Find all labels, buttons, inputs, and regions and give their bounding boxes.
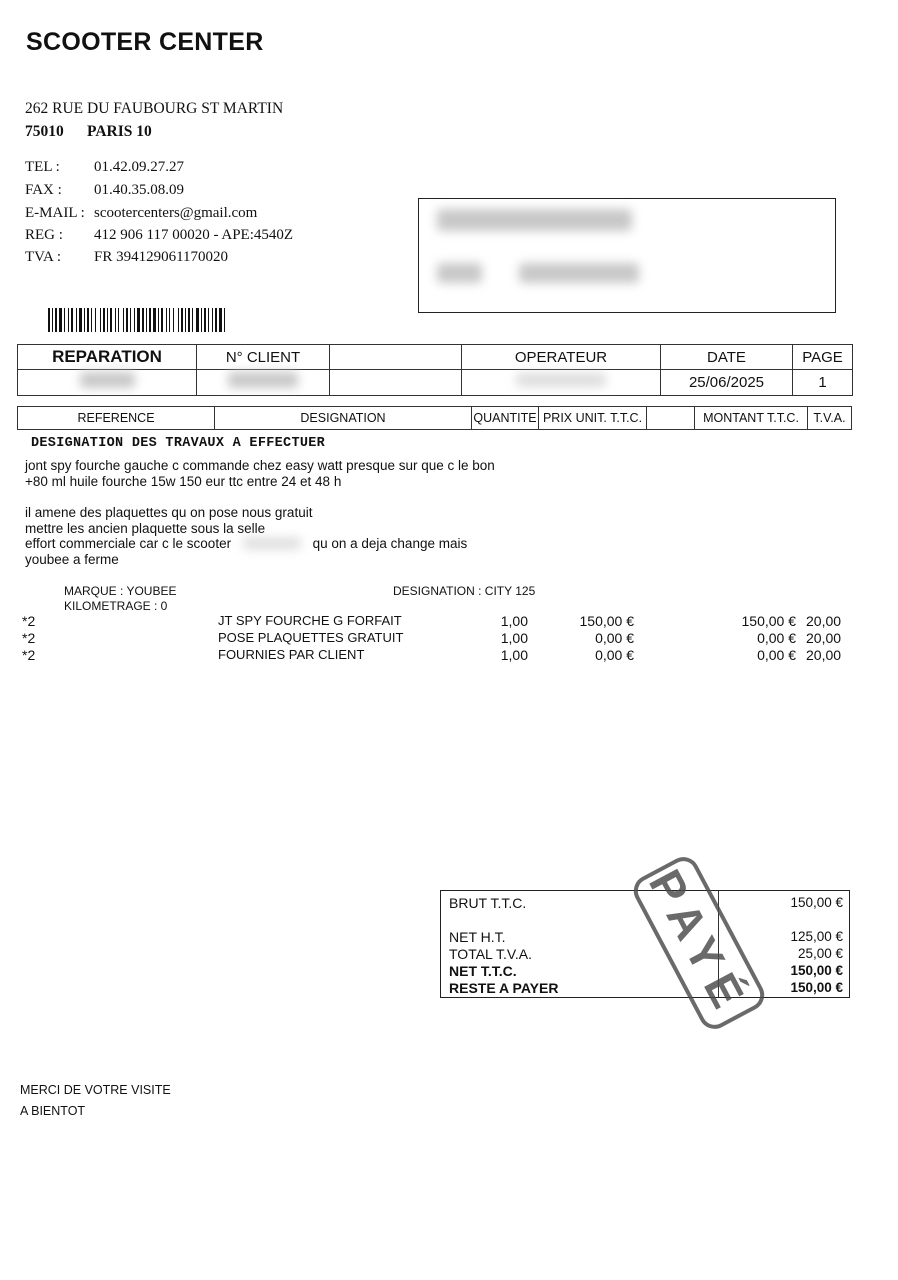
line-amount: 0,00 € bbox=[757, 630, 796, 646]
tel-value: 01.42.09.27.27 bbox=[94, 159, 184, 175]
line-amount: 0,00 € bbox=[757, 647, 796, 663]
barcode-bar bbox=[178, 308, 179, 332]
redacted-doc-number bbox=[80, 372, 135, 388]
tva-value: FR 394129061170020 bbox=[94, 249, 229, 265]
footer-thanks: MERCI DE VOTRE VISITE bbox=[20, 1083, 171, 1097]
line-designation: JT SPY FOURCHE G FORFAIT bbox=[218, 613, 402, 628]
line-item bbox=[0, 630, 898, 648]
redacted-scooter-id bbox=[243, 537, 301, 550]
barcode-bar bbox=[224, 308, 225, 332]
barcode-bar bbox=[84, 308, 85, 332]
line-unit-price: 0,00 € bbox=[595, 647, 634, 663]
net-ttc-value: 150,00 € bbox=[790, 963, 843, 978]
line-amount: 150,00 € bbox=[741, 613, 796, 629]
work-paragraph-1 bbox=[25, 458, 495, 489]
fax-value: 01.40.35.08.09 bbox=[94, 182, 184, 198]
redacted-customer-postcode bbox=[437, 263, 482, 283]
doc-number-cell bbox=[18, 370, 197, 396]
barcode-bar bbox=[212, 308, 213, 332]
barcode-bar bbox=[185, 308, 186, 332]
line-unit-price: 0,00 € bbox=[595, 630, 634, 646]
col-tva: T.V.A. bbox=[808, 407, 852, 430]
barcode-bar bbox=[192, 308, 193, 332]
barcode-bar bbox=[103, 308, 105, 332]
page-value: 1 bbox=[793, 370, 853, 396]
work-line-part-a: effort commerciale car c le scooter bbox=[25, 536, 232, 551]
tel-label: TEL : bbox=[25, 159, 60, 175]
barcode-bar bbox=[79, 308, 82, 332]
redacted-customer-name bbox=[437, 209, 632, 231]
col-reference: REFERENCE bbox=[18, 407, 215, 430]
barcode-bar bbox=[134, 308, 135, 332]
redacted-customer-city bbox=[519, 263, 639, 283]
net-ttc-label: NET T.T.C. bbox=[449, 963, 517, 979]
line-item bbox=[0, 647, 898, 665]
barcode-bar bbox=[188, 308, 190, 332]
barcode-bar bbox=[166, 308, 167, 332]
redacted-operator bbox=[516, 373, 606, 387]
tva-label: TVA : bbox=[25, 249, 61, 265]
barcode-bar bbox=[169, 308, 170, 332]
line-tva: 20,00 bbox=[806, 630, 842, 646]
company-city: PARIS 10 bbox=[87, 123, 152, 140]
vehicle-brand: MARQUE : YOUBEE bbox=[64, 584, 177, 598]
barcode-bar bbox=[64, 308, 65, 332]
barcode-bar bbox=[59, 308, 62, 332]
barcode-bar bbox=[130, 308, 131, 332]
vehicle-designation: DESIGNATION : CITY 125 bbox=[393, 584, 536, 598]
line-items bbox=[0, 613, 898, 667]
operator-cell bbox=[462, 370, 661, 396]
barcode-bar bbox=[100, 308, 101, 332]
barcode-bar bbox=[153, 308, 156, 332]
work-line: mettre les ancien plaquette sous la selle bbox=[25, 520, 266, 536]
total-tva-label: TOTAL T.V.A. bbox=[449, 946, 533, 962]
barcode-bar bbox=[146, 308, 147, 332]
line-tva: 20,00 bbox=[806, 613, 842, 629]
barcode-bar bbox=[158, 308, 159, 332]
empty-value-cell bbox=[330, 370, 462, 396]
barcode-bar bbox=[87, 308, 89, 332]
work-line bbox=[25, 536, 467, 552]
barcode-bar bbox=[181, 308, 183, 332]
barcode-bar bbox=[107, 308, 108, 332]
empty-header-cell bbox=[330, 345, 462, 370]
document-header-table bbox=[17, 344, 853, 396]
company-name: SCOOTER CENTER bbox=[26, 28, 264, 56]
date-label: DATE bbox=[661, 345, 793, 370]
col-quantite: QUANTITE bbox=[472, 407, 539, 430]
barcode-bar bbox=[95, 308, 96, 332]
fax-label: FAX : bbox=[25, 182, 62, 198]
barcode-bar bbox=[123, 308, 124, 332]
client-number-label: N° CLIENT bbox=[197, 345, 330, 370]
line-qty: 1,00 bbox=[500, 647, 528, 663]
reste-a-payer-value: 150,00 € bbox=[790, 980, 843, 995]
col-empty bbox=[647, 407, 695, 430]
line-item bbox=[0, 613, 898, 631]
barcode-bar bbox=[161, 308, 163, 332]
barcode-bar bbox=[115, 308, 116, 332]
email-value: scootercenters@gmail.com bbox=[94, 205, 258, 221]
work-line: jont spy fourche gauche c commande chez easy watt presque sur que c le bon bbox=[25, 458, 495, 473]
vehicle-km: KILOMETRAGE : 0 bbox=[64, 599, 168, 613]
paid-stamp-text: PAYÉ bbox=[639, 861, 759, 1025]
company-postcode: 75010 bbox=[25, 123, 64, 140]
line-designation: POSE PLAQUETTES GRATUIT bbox=[218, 630, 404, 645]
barcode-bar bbox=[71, 308, 73, 332]
date-value: 25/06/2025 bbox=[661, 370, 793, 396]
line-ref: *2 bbox=[22, 647, 36, 663]
line-qty: 1,00 bbox=[500, 630, 528, 646]
barcode-bar bbox=[118, 308, 119, 332]
col-designation: DESIGNATION bbox=[215, 407, 472, 430]
reg-value: 412 906 117 00020 - APE:4540Z bbox=[94, 227, 294, 243]
redacted-client-number bbox=[228, 372, 298, 388]
customer-address-box bbox=[418, 198, 836, 313]
barcode-bar bbox=[142, 308, 144, 332]
brut-ttc-value: 150,00 € bbox=[790, 895, 843, 910]
work-line: +80 ml huile fourche 15w 150 eur ttc entre 24 et 48 h bbox=[25, 473, 342, 489]
line-unit-price: 150,00 € bbox=[579, 613, 634, 629]
line-tva: 20,00 bbox=[806, 647, 842, 663]
reg-label: REG : bbox=[25, 227, 63, 243]
barcode-bar bbox=[55, 308, 57, 332]
work-line: il amene des plaquettes qu on pose nous gratuit bbox=[25, 505, 313, 520]
barcode-bar bbox=[196, 308, 199, 332]
line-ref: *2 bbox=[22, 630, 36, 646]
col-prix-unit: PRIX UNIT. T.T.C. bbox=[539, 407, 647, 430]
barcode-bar bbox=[110, 308, 112, 332]
brut-ttc-label: BRUT T.T.C. bbox=[449, 895, 527, 911]
line-qty: 1,00 bbox=[500, 613, 528, 629]
barcode-bar bbox=[48, 308, 50, 332]
net-ht-label: NET H.T. bbox=[449, 929, 506, 945]
barcode-bar bbox=[219, 308, 222, 332]
barcode-bar bbox=[149, 308, 151, 332]
doc-type-label: REPARATION bbox=[18, 345, 197, 370]
barcode-bar bbox=[126, 308, 128, 332]
reste-a-payer-label: RESTE A PAYER bbox=[449, 980, 559, 996]
work-line-part-b: qu on a deja change mais bbox=[312, 536, 468, 551]
barcode-bar bbox=[204, 308, 206, 332]
work-line: youbee a ferme bbox=[25, 551, 119, 567]
work-heading: DESIGNATION DES TRAVAUX A EFFECTUER bbox=[31, 436, 326, 451]
line-designation: FOURNIES PAR CLIENT bbox=[218, 647, 365, 662]
barcode-bar bbox=[76, 308, 77, 332]
barcode-bar bbox=[52, 308, 53, 332]
barcode bbox=[48, 308, 310, 332]
operator-label: OPERATEUR bbox=[462, 345, 661, 370]
net-ht-value: 125,00 € bbox=[790, 929, 843, 944]
barcode-bar bbox=[215, 308, 217, 332]
company-address: 262 RUE DU FAUBOURG ST MARTIN bbox=[25, 100, 284, 117]
col-montant: MONTANT T.T.C. bbox=[695, 407, 808, 430]
barcode-bar bbox=[208, 308, 209, 332]
client-number-cell bbox=[197, 370, 330, 396]
work-paragraph-2 bbox=[25, 505, 467, 567]
total-tva-value: 25,00 € bbox=[797, 946, 843, 961]
footer-goodbye: A BIENTOT bbox=[20, 1104, 86, 1118]
columns-header-table bbox=[17, 406, 852, 430]
line-ref: *2 bbox=[22, 613, 36, 629]
barcode-bar bbox=[137, 308, 140, 332]
barcode-bar bbox=[173, 308, 174, 332]
email-label: E-MAIL : bbox=[25, 205, 85, 221]
barcode-bar bbox=[91, 308, 92, 332]
barcode-bar bbox=[68, 308, 69, 332]
barcode-bar bbox=[201, 308, 202, 332]
page-label: PAGE bbox=[793, 345, 853, 370]
